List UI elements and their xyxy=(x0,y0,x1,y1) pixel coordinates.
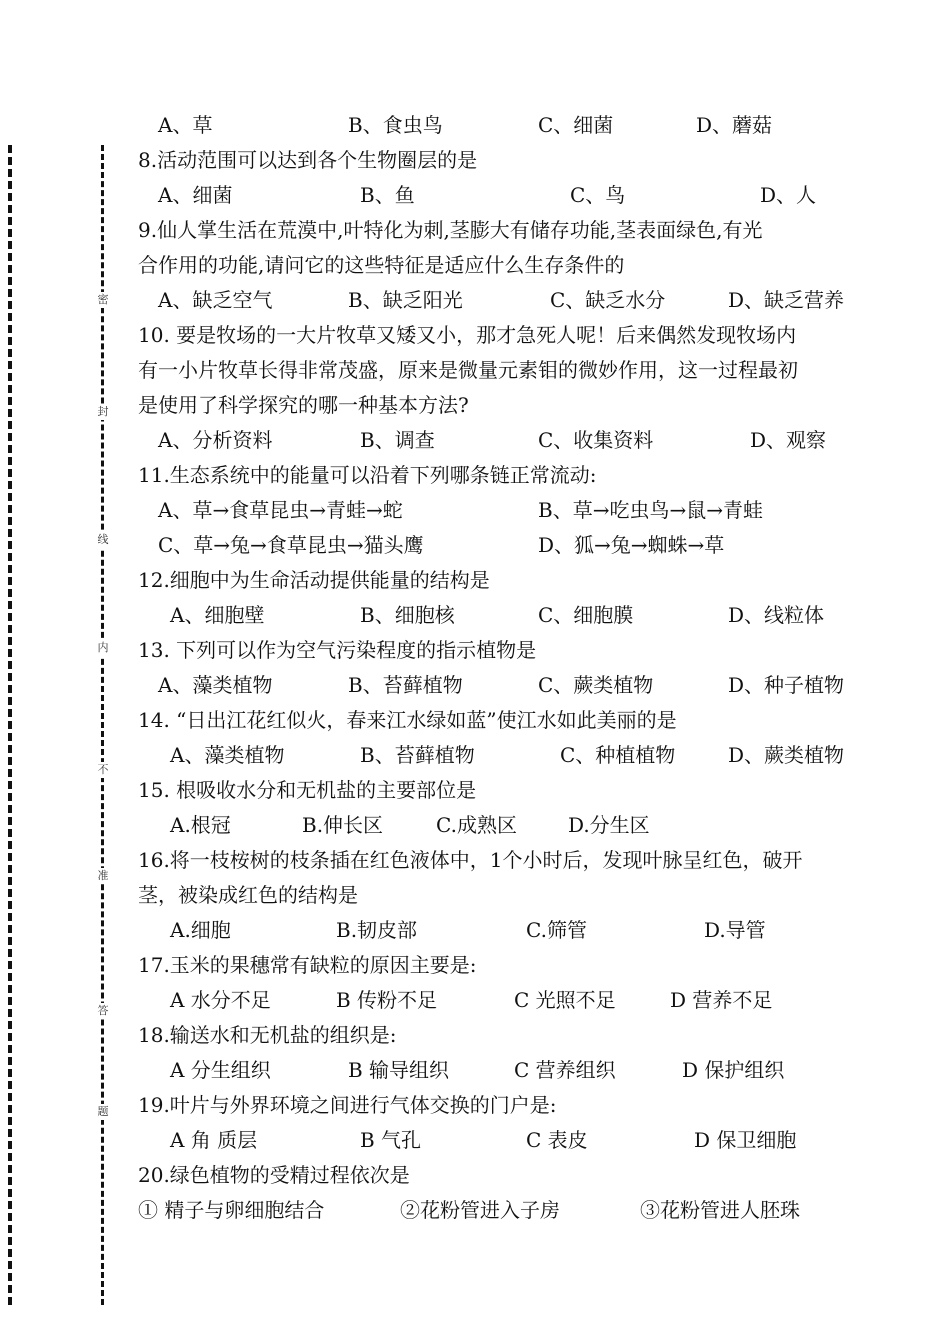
answer-option: A 水分不足 xyxy=(170,988,271,1012)
answer-option: D、观察 xyxy=(750,428,827,452)
answer-option: C 光照不足 xyxy=(514,988,616,1012)
answer-option: B、鱼 xyxy=(360,183,415,207)
answer-options-row xyxy=(138,808,878,843)
question-text-line: 13. 下列可以作为空气污染程度的指示植物是 xyxy=(138,638,537,662)
answer-options-row xyxy=(138,668,878,703)
answer-options-row xyxy=(138,493,878,528)
answer-option: C、草→兔→食草昆虫→猫头鹰 xyxy=(158,533,424,557)
answer-options-row xyxy=(138,1123,878,1158)
answer-option: C.筛管 xyxy=(526,918,587,942)
answer-option: B、食虫鸟 xyxy=(348,113,443,137)
answer-options-row xyxy=(138,423,878,458)
answer-option: ③花粉管进人胚珠 xyxy=(640,1198,800,1222)
question-text-line: 20.绿色植物的受精过程依次是 xyxy=(138,1163,410,1187)
answer-option: D、蕨类植物 xyxy=(728,743,845,767)
answer-option: ②花粉管进入子房 xyxy=(400,1198,560,1222)
binding-dash-line-outer xyxy=(8,145,12,1305)
answer-option: C 表皮 xyxy=(526,1128,588,1152)
question-text-line: 8.活动范围可以达到各个生物圈层的是 xyxy=(138,148,478,172)
answer-option: B、细胞核 xyxy=(360,603,455,627)
answer-options-row xyxy=(138,913,878,948)
answer-option: A、细胞壁 xyxy=(170,603,265,627)
answer-option: C、鸟 xyxy=(570,183,626,207)
answer-option: A.根冠 xyxy=(170,813,231,837)
question-text-line: 有一小片牧草长得非常茂盛，原来是微量元素钼的微妙作用，这一过程最初 xyxy=(138,358,798,382)
answer-options-row xyxy=(138,178,878,213)
seal-char: 题 xyxy=(90,1104,116,1120)
answer-option: C、细菌 xyxy=(538,113,614,137)
answer-option: D.导管 xyxy=(704,918,766,942)
answer-option: B 输导组织 xyxy=(348,1058,450,1082)
answer-option: C、种植植物 xyxy=(560,743,676,767)
exam-question-list xyxy=(138,108,878,1228)
answer-option: A、缺乏空气 xyxy=(158,288,273,312)
answer-option: A、分析资料 xyxy=(158,428,273,452)
answer-option: A.细胞 xyxy=(170,918,231,942)
question-text-line: 10. 要是牧场的一大片牧草又矮又小，那才急死人呢！后来偶然发现牧场内 xyxy=(138,323,797,347)
answer-option: C、缺乏水分 xyxy=(550,288,666,312)
answer-option: A、藻类植物 xyxy=(170,743,285,767)
seal-char: 封 xyxy=(90,404,116,420)
answer-options-row xyxy=(138,598,878,633)
answer-options-row xyxy=(138,1193,878,1228)
answer-option: A、草 xyxy=(158,113,213,137)
question-text-line: 17.玉米的果穗常有缺粒的原因主要是: xyxy=(138,953,477,977)
answer-option: A、藻类植物 xyxy=(158,673,273,697)
answer-option: D、缺乏营养 xyxy=(728,288,845,312)
answer-option: D 保护组织 xyxy=(682,1058,785,1082)
answer-option: C、蕨类植物 xyxy=(538,673,654,697)
question-text-line: 是使用了科学探究的哪一种基本方法? xyxy=(138,393,469,417)
binding-dash-line-inner xyxy=(101,145,104,1305)
answer-option: D、蘑菇 xyxy=(696,113,773,137)
answer-options-row xyxy=(138,983,878,1018)
seal-char: 内 xyxy=(90,640,116,656)
question-text-line: 15. 根吸收水分和无机盐的主要部位是 xyxy=(138,778,477,802)
answer-option: B、苔藓植物 xyxy=(360,743,475,767)
answer-option: A 分生组织 xyxy=(170,1058,271,1082)
question-text-line: 19.叶片与外界环境之间进行气体交换的门户是: xyxy=(138,1093,557,1117)
answer-option: D 营养不足 xyxy=(670,988,773,1012)
answer-option: A、细菌 xyxy=(158,183,233,207)
answer-option: A、草→食草昆虫→青蛙→蛇 xyxy=(158,498,403,522)
seal-char: 线 xyxy=(90,532,116,548)
seal-char: 不 xyxy=(90,762,116,778)
answer-option: D、人 xyxy=(760,183,817,207)
answer-option: C、收集资料 xyxy=(538,428,654,452)
answer-option: D 保卫细胞 xyxy=(694,1128,797,1152)
answer-option: D、种子植物 xyxy=(728,673,845,697)
answer-option: ① 精子与卵细胞结合 xyxy=(138,1198,325,1222)
question-text-line: 12.细胞中为生命活动提供能量的结构是 xyxy=(138,568,490,592)
answer-option: B、缺乏阳光 xyxy=(348,288,463,312)
seal-char: 密 xyxy=(90,292,116,308)
answer-option: B 传粉不足 xyxy=(336,988,438,1012)
answer-options-row xyxy=(138,738,878,773)
answer-options-row xyxy=(138,283,878,318)
question-text-line: 合作用的功能,请问它的这些特征是适应什么生存条件的 xyxy=(138,253,625,277)
answer-option: C 营养组织 xyxy=(514,1058,616,1082)
answer-option: B、苔藓植物 xyxy=(348,673,463,697)
answer-option: B.伸长区 xyxy=(302,813,384,837)
answer-option: B.韧皮部 xyxy=(336,918,418,942)
question-text-line: 9.仙人掌生活在荒漠中,叶特化为刺,茎膨大有储存功能,茎表面绿色,有光 xyxy=(138,218,763,242)
question-text-line: 11.生态系统中的能量可以沿着下列哪条链正常流动: xyxy=(138,463,597,487)
answer-option: D、狐→兔→蜘蛛→草 xyxy=(538,533,725,557)
answer-option: B、调查 xyxy=(360,428,435,452)
question-text-line: 18.输送水和无机盐的组织是: xyxy=(138,1023,397,1047)
answer-option: C、细胞膜 xyxy=(538,603,634,627)
answer-option: B 气孔 xyxy=(360,1128,422,1152)
seal-char: 准 xyxy=(90,868,116,884)
answer-option: D.分生区 xyxy=(568,813,650,837)
answer-options-row xyxy=(138,528,878,563)
answer-options-row xyxy=(138,108,878,143)
question-text-line: 16.将一枝桉树的枝条插在红色液体中，1个小时后，发现叶脉呈红色，破开 xyxy=(138,848,803,872)
answer-option: A 角 质层 xyxy=(170,1128,258,1152)
question-text-line: 茎，被染成红色的结构是 xyxy=(138,883,358,907)
answer-option: D、线粒体 xyxy=(728,603,825,627)
seal-char: 答 xyxy=(90,1003,116,1019)
answer-option: C.成熟区 xyxy=(436,813,517,837)
answer-option: B、草→吃虫鸟→鼠→青蛙 xyxy=(538,498,763,522)
answer-options-row xyxy=(138,1053,878,1088)
question-text-line: 14. “日出江花红似火，春来江水绿如蓝”使江水如此美丽的是 xyxy=(138,708,677,732)
